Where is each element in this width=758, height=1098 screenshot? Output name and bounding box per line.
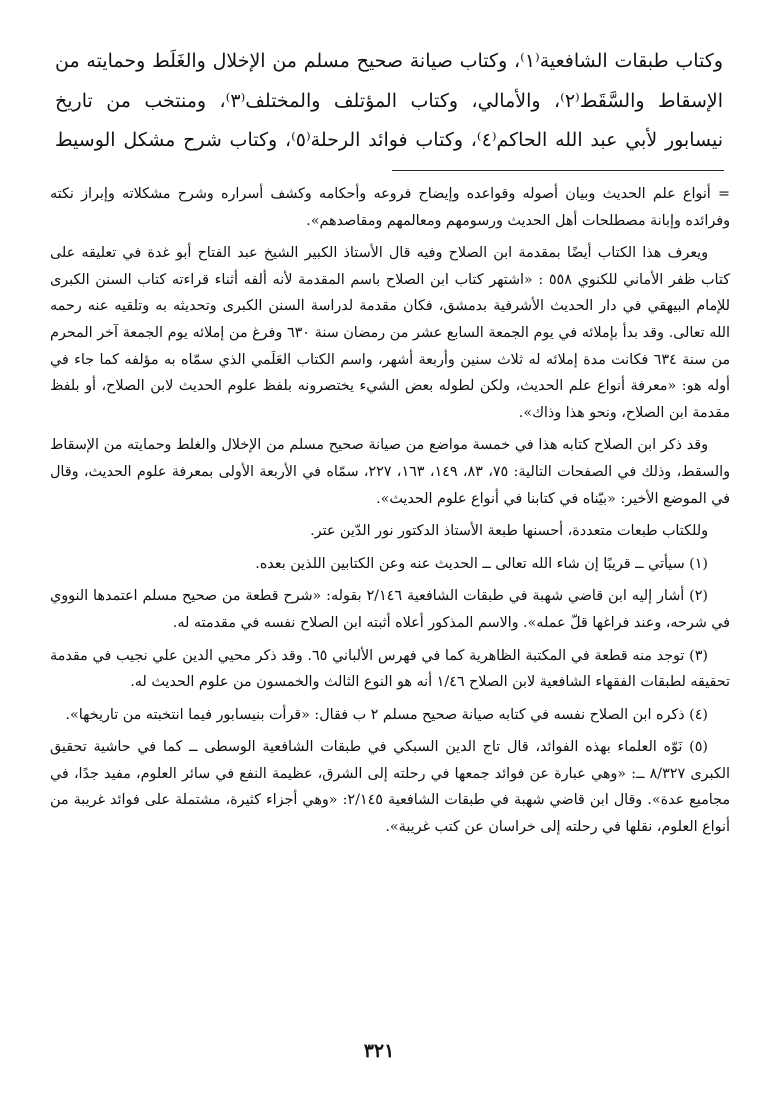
main-line-1: وكتاب طبقات الشافعية⁽١⁾، وكتاب صيانة صحيح مسلم من الإخلال والغَلَط وحمايته من xyxy=(55,50,723,72)
main-line-3: نيسابور لأبي عبد الله الحاكم⁽٤⁾، وكتاب فوائد الرحلة⁽٥⁾، وكتاب شرح مشكل الوسيط xyxy=(55,129,723,151)
footnote-paragraph-1: ويعرف هذا الكتاب أيضًا بمقدمة ابن الصلاح وفيه قال الأستاذ الكبير الشيخ عبد الفتاح أبو غدة في تعليقه على كتاب ظفر الأماني للكنوي ٥٥٨ : «اشتهر كتاب ابن الصلاح باسم المقدمة لأنه ألفه أثناء قراءته كتاب السنن الكبرى للإمام البيهقي في دار الحديث الأشرفية بدمشق، فكان مقدمة لدراسة السنن الكبرى وتحديثه به وتلقيه عنه رحمه الله تعالى. وقد بدأ بإملائه في يوم الجمعة السابع عشر من رمضان سنة ٦٣٠ وفرغ من إملائه يوم الجمعة آخر المحرم من سنة ٦٣٤ فكانت مدة إملائه له ثلاث سنين وأربعة أشهر، واسم الكتاب العَلَمي الذي سمّاه به مؤلفه كما جاء في أوله هو: «معرفة أنواع علم الحديث، ولكن لطوله بعض الشيء يختصرونه بلفظ علوم الحديث لابن الصلاح، أو بلفظ مقدمة ابن الصلاح، ونحو هذا وذاك». xyxy=(50,245,731,421)
footnote-paragraph-3: وللكتاب طبعات متعددة، أحسنها طبعة الأستاذ الدكتور نور الدّين عتر. xyxy=(310,523,708,540)
footnote-3: (٣) توجد منه قطعة في المكتبة الظاهرية كما في فهرس الألباني ٦٥. وقد ذكر محيي الدين علي نجيب في مقدمة تحقيقه لطبقات الفقهاء الشافعية لابن الصلاح ١/٤٦ أنه هو النوع الثالث والخمسون من علوم الحديث له. xyxy=(50,647,730,691)
footnote-separator xyxy=(392,170,724,171)
footnote-5: (٥) نَوّه العلماء بهذه الفوائد، قال تاج الدين السبكي في طبقات الشافعية الوسطى ــ كما في حاشية تحقيق الكبرى ٨/٣٢٧ ــ: «وهي عبارة عن فوائد جمعها في رحلته إلى الشرق، عظيمة النفع في سائر العلوم، مفيد جدًا، في مجاميع عدة». وقال ابن قاضي شهبة في طبقات الشافعية ٢/١٤٥: «وهي أجزاء كثيرة، مشتملة على فوائد غريبة من أنواع العلوم، نقلها في رحلته إلى خراسان عن كتب غريبة». xyxy=(50,739,730,836)
main-text xyxy=(55,42,723,161)
footnote-4: (٤) ذكره ابن الصلاح نفسه في كتابه صيانة صحيح مسلم ٢ ب فقال: «قرأت بنيسابور فيما انتخبته من تاريخها». xyxy=(65,706,708,723)
footnote-1: (١) سيأتي ــ قريبًا إن شاء الله تعالى ــ الحديث عنه وعن الكتابين اللذين بعده. xyxy=(255,555,708,572)
main-line-2: الإسقاط والسَّقَط⁽٢⁾، والأمالي، وكتاب المؤتلف والمختلف⁽٣⁾، ومنتخب من تاريخ xyxy=(55,89,723,112)
footnote-continuation: = أنواع علم الحديث وبيان أصوله وقواعده وإيضاح فروعه وأحكامه وكشف أسراره وشرح مشكلاته وإبراز نكته وفرائده وإبانة مصطلحات أهل الحديث ورسومهم ومعالمهم ومقاصدهم». xyxy=(50,186,730,229)
footnote-2: (٢) أشار إليه ابن قاضي شهبة في طبقات الشافعية ٢/١٤٦ بقوله: «شرح قطعة من صحيح مسلم اعتمدها النووي في شرحه، وعند فراغها قلّ عمله». والاسم المذكور أعلاه أثبته ابن الصلاح نفسه في مقدمته له. xyxy=(50,588,730,631)
footnote-paragraph-2: وقد ذكر ابن الصلاح كتابه هذا في خمسة مواضع من صيانة صحيح مسلم من الإخلال والغلط وحمايته من الإسقاط والسقط، وذلك في الصفحات التالية: ٧٥، ٨٣، ١٤٩، ١٦٣، ٢٢٧، سمّاه في الأربعة الأولى بمعرفة علوم الحديث، وقال في الموضع الأخير: «بيّناه في كتابنا في أنواع علوم الحديث». xyxy=(50,437,730,507)
footnotes xyxy=(50,181,730,841)
page-number: ٣٢١ xyxy=(363,1040,395,1062)
